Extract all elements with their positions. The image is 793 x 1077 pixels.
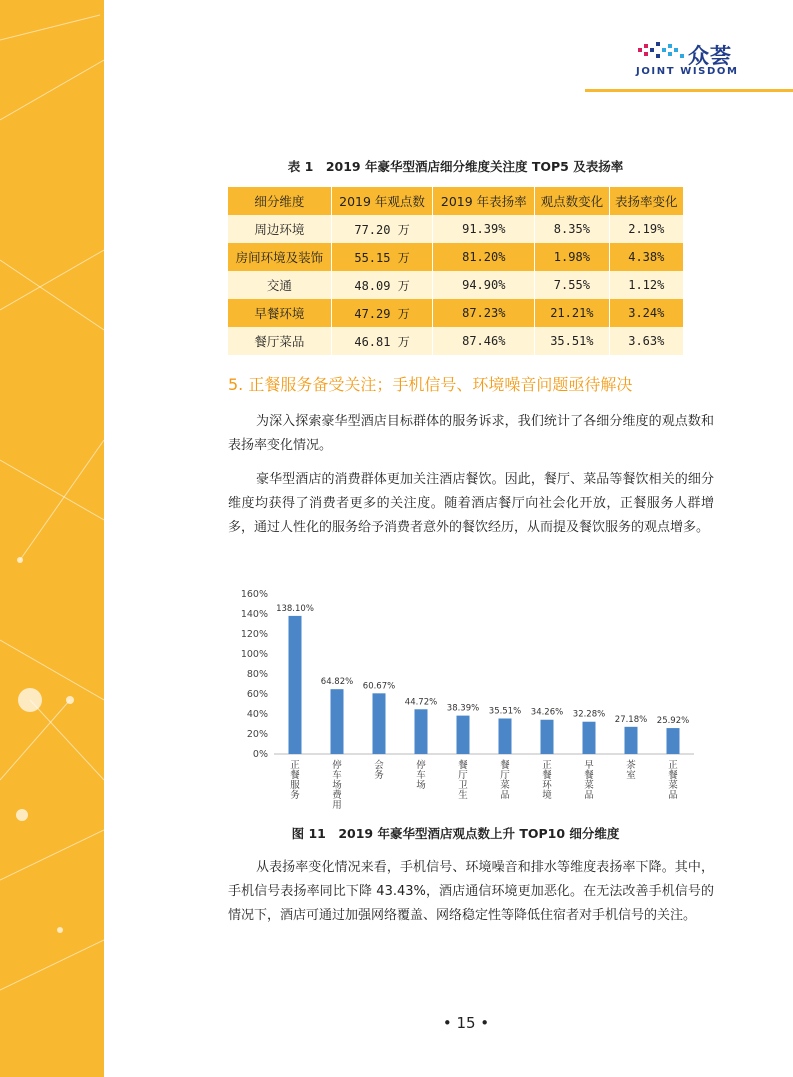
y-tick-label: 60% — [246, 689, 268, 700]
x-tick-label: 正餐环境 — [542, 760, 552, 801]
y-tick-label: 140% — [240, 609, 268, 620]
cell-praise-rate: 94.90% — [433, 271, 535, 299]
logo-subtitle: JOINT WISDOM — [636, 66, 739, 77]
table-caption: 表 1 2019 年豪华型酒店细分维度关注度 TOP5 及表扬率 — [287, 159, 624, 174]
header-rule — [585, 89, 793, 92]
bar — [667, 728, 680, 754]
data-label: 38.39% — [446, 703, 480, 714]
network-pattern — [0, 0, 104, 1077]
cell-opinions: 48.09 万 — [331, 271, 433, 299]
cell-praise-rate: 87.46% — [433, 327, 535, 355]
x-tick-label: 会务 — [374, 760, 384, 781]
y-tick-label: 40% — [246, 709, 268, 720]
data-label: 34.26% — [530, 707, 564, 718]
body-paragraph: 豪华型酒店的消费群体更加关注酒店餐饮。因此，餐厅、菜品等餐饮相关的细分维度均获得了消费者更多的关注度。随着酒店餐厅向社会化开放，正餐服务人群增多，通过人性化的服务给予消费者意外的餐饮经历，从而提及餐饮服务的观点增多。 — [228, 472, 714, 535]
x-tick-label: 正餐菜品 — [668, 760, 678, 801]
cell-opinions: 55.15 万 — [331, 243, 433, 271]
data-label: 25.92% — [656, 716, 690, 727]
header-dimension: 细分维度 — [228, 187, 331, 215]
cell-praise-change: 3.63% — [628, 334, 665, 348]
y-tick-label: 120% — [240, 629, 268, 640]
bar — [583, 722, 596, 754]
cell-praise-change: 1.12% — [628, 278, 665, 292]
cell-praise-rate: 87.23% — [433, 299, 535, 327]
table-header-row — [228, 187, 683, 215]
bar — [541, 720, 554, 754]
cell-opinion-change: 7.55% — [535, 271, 609, 299]
header-praise-rate: 2019 年表扬率 — [433, 187, 535, 215]
data-label: 44.72% — [404, 697, 438, 708]
table-row — [228, 299, 683, 327]
cell-opinion-change: 1.98% — [535, 243, 609, 271]
y-tick-label: 20% — [246, 729, 268, 740]
x-tick-label: 餐厅菜品 — [500, 760, 510, 801]
y-tick-label: 100% — [240, 649, 268, 660]
cell-dimension: 餐厅菜品 — [228, 327, 331, 355]
cell-dimension: 周边环境 — [228, 215, 331, 243]
cell-opinion-change: 8.35% — [535, 215, 609, 243]
table-row — [228, 271, 683, 299]
body-paragraph: 从表扬率变化情况来看，手机信号、环境噪音和排水等维度表扬率下降。其中，手机信号表扬率同比下降 43.43%，酒店通信环境更加恶化。在无法改善手机信号的情况下，酒店可通过加强网络覆盖、网络稳定性等降低住宿者对手机信号的关注。 — [228, 860, 714, 923]
cell-opinions: 46.81 万 — [331, 327, 433, 355]
x-tick-label: 餐厅卫生 — [458, 760, 468, 801]
data-label: 60.67% — [362, 681, 396, 692]
brand-logo — [636, 38, 793, 88]
y-tick-label: 80% — [246, 669, 268, 680]
bar — [625, 727, 638, 754]
x-tick-label: 茶室 — [626, 760, 636, 781]
table-row — [228, 215, 683, 243]
decorative-sidebar — [0, 0, 104, 1077]
bar — [373, 693, 386, 754]
bar — [415, 709, 428, 754]
cell-opinion-change: 21.21% — [535, 299, 609, 327]
logo-text: 众荟 — [688, 44, 732, 68]
bar-chart — [228, 582, 698, 817]
cell-dimension: 交通 — [228, 271, 331, 299]
y-tick-label: 160% — [240, 589, 268, 600]
logo-mark-icon — [636, 40, 686, 64]
section-heading: 5. 正餐服务备受关注；手机信号、环境噪音问题亟待解决 — [228, 375, 633, 394]
figure-caption: 图 11 2019 年豪华型酒店观点数上升 TOP10 细分维度 — [291, 826, 620, 841]
cell-dimension: 房间环境及装饰 — [228, 243, 331, 271]
bar — [457, 716, 470, 754]
x-tick-label: 正餐服务 — [290, 760, 300, 801]
header-opinions: 2019 年观点数 — [331, 187, 433, 215]
x-tick-label: 停车场费用 — [332, 760, 342, 811]
y-tick-label: 0% — [252, 749, 268, 760]
cell-praise-change: 2.19% — [628, 222, 665, 236]
cell-praise-change: 4.38% — [628, 250, 665, 264]
data-label: 32.28% — [572, 709, 606, 720]
page-number: • 15 • — [442, 1014, 490, 1032]
x-tick-label: 停车场 — [416, 760, 426, 791]
cell-opinion-change: 35.51% — [535, 327, 609, 355]
data-label: 64.82% — [320, 677, 354, 688]
cell-praise-change: 3.24% — [628, 306, 665, 320]
cell-opinions: 77.20 万 — [331, 215, 433, 243]
data-label: 27.18% — [614, 714, 648, 725]
table-row — [228, 243, 683, 271]
cell-opinions: 47.29 万 — [331, 299, 433, 327]
header-opinion-change: 观点数变化 — [535, 187, 609, 215]
cell-praise-rate: 91.39% — [433, 215, 535, 243]
data-label: 138.10% — [276, 603, 314, 614]
bar — [331, 689, 344, 754]
dimension-table — [228, 187, 683, 355]
bar — [289, 616, 302, 754]
cell-dimension: 早餐环境 — [228, 299, 331, 327]
header-praise-change: 表扬率变化 — [615, 194, 678, 209]
bar — [499, 718, 512, 754]
cell-praise-rate: 81.20% — [433, 243, 535, 271]
data-label: 35.51% — [488, 706, 522, 717]
x-tick-label: 早餐菜品 — [584, 760, 594, 801]
body-paragraph: 为深入探索豪华型酒店目标群体的服务诉求，我们统计了各细分维度的观点数和表扬率变化情况。 — [228, 414, 714, 453]
table-row — [228, 327, 683, 355]
